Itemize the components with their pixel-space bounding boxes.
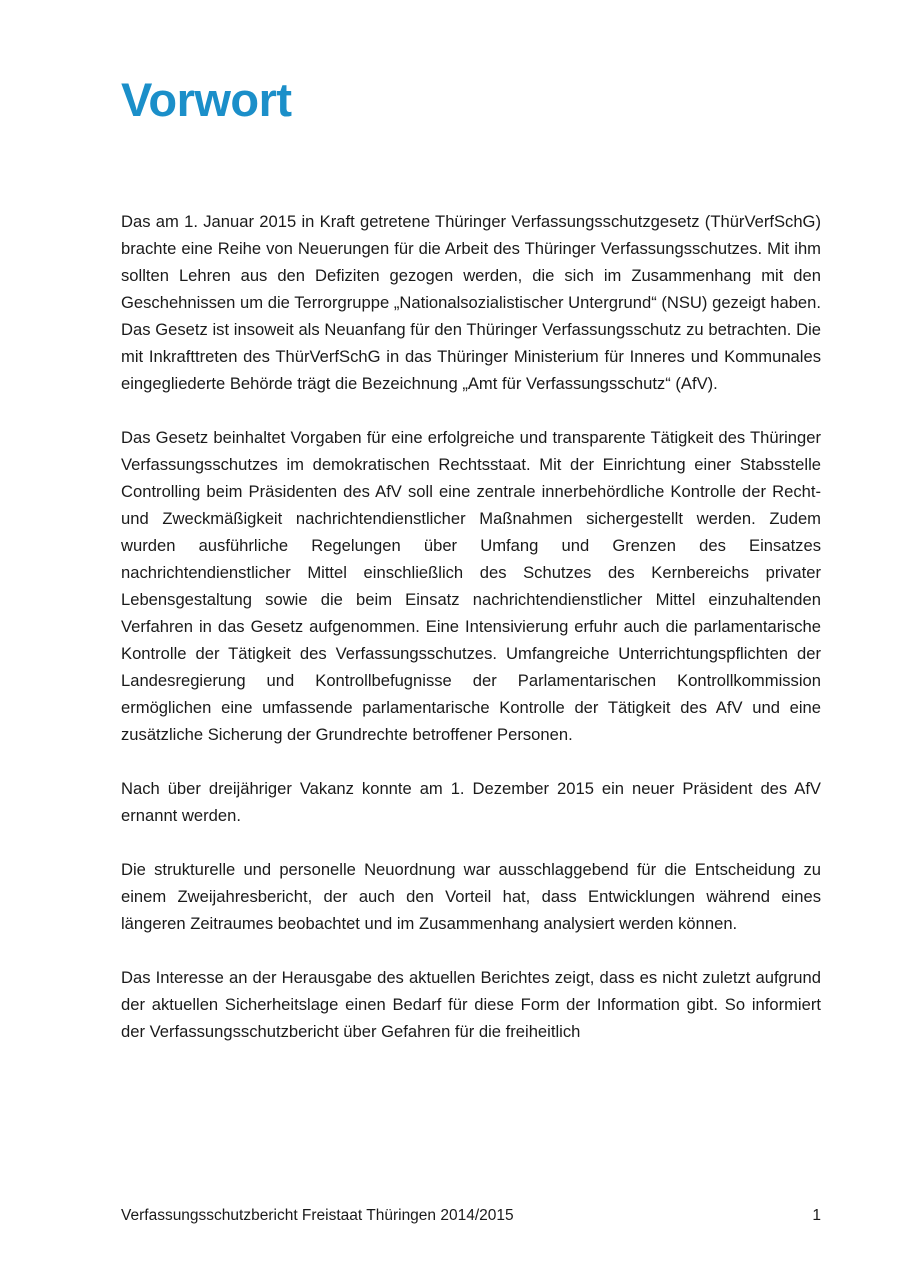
page-title: Vorwort <box>121 73 292 126</box>
paragraph-1: Das am 1. Januar 2015 in Kraft getretene Thüringer Verfassungsschutzgesetz (ThürVerfSchG) brachte eine Reihe von Neuerungen für die Arbeit des Thüringer Verfassungsschutzes. Mit ihm sollten Lehren aus den Defiziten gezogen werden, die sich im Zusammenhang mit den Geschehnissen um die Terrorgruppe „Nationalsozialistischer Untergrund“ (NSU) gezeigt haben. Das Gesetz ist insoweit als Neuanfang für den Thüringer Verfassungsschutz zu betrachten. Die mit Inkrafttreten des ThürVerfSchG in das Thüringer Ministerium für Inneres und Kommunales eingegliederte Behörde trägt die Bezeichnung „Amt für Verfassungsschutz“ (AfV). <box>121 212 821 393</box>
paragraph-4: Die strukturelle und personelle Neuordnung war ausschlaggebend für die Entscheidung zu einem Zweijahresbericht, der auch den Vorteil hat, dass Entwicklungen während eines längeren Zeitraumes beobachtet und im Zusammenhang analysiert werden können. <box>121 860 821 933</box>
paragraph-2: Das Gesetz beinhaltet Vorgaben für eine erfolgreiche und transparente Tätigkeit des Thüringer Verfassungsschutzes im demokratischen Rechtsstaat. Mit der Einrichtung einer Stabsstelle Controlling beim Präsidenten des AfV soll eine zentrale innerbehördliche Kontrolle der Recht- und Zweckmäßigkeit nachrichtendienstlicher Maßnahmen sichergestellt werden. Zudem wurden ausführliche Regelungen über Umfang und Grenzen des Einsatzes nachrichtendienstlicher Mittel einschließlich des Schutzes des Kernbereichs privater Lebensgestaltung sowie die beim Einsatz nachrichtendienstlicher Mittel einzuhaltenden Verfahren in das Gesetz aufgenommen. Eine Intensivierung erfuhr auch die parlamentarische Kontrolle der Tätigkeit des Verfassungsschutzes. Umfangreiche Unterrichtungspflichten der Landesregierung und Kontrollbefugnisse der Parlamentarischen Kontrollkommission ermöglichen eine umfassende parlamentarische Kontrolle der Tätigkeit des AfV und eine zusätzliche Sicherung der Grundrechte betroffener Personen. <box>121 428 821 744</box>
paragraph-3: Nach über dreijähriger Vakanz konnte am 1. Dezember 2015 ein neuer Präsident des AfV ernannt werden. <box>121 779 821 825</box>
page-number: 1 <box>812 1207 821 1224</box>
footer-publication-title: Verfassungsschutzbericht Freistaat Thüringen 2014/2015 <box>121 1207 514 1224</box>
page-footer <box>121 1205 821 1227</box>
body-text <box>121 208 821 1072</box>
paragraph-5: Das Interesse an der Herausgabe des aktuellen Berichtes zeigt, dass es nicht zuletzt aufgrund der aktuellen Sicherheitslage einen Bedarf für diese Form der Information gibt. So informiert der Verfassungsschutzbericht über Gefahren für die freiheitlich <box>121 968 821 1041</box>
